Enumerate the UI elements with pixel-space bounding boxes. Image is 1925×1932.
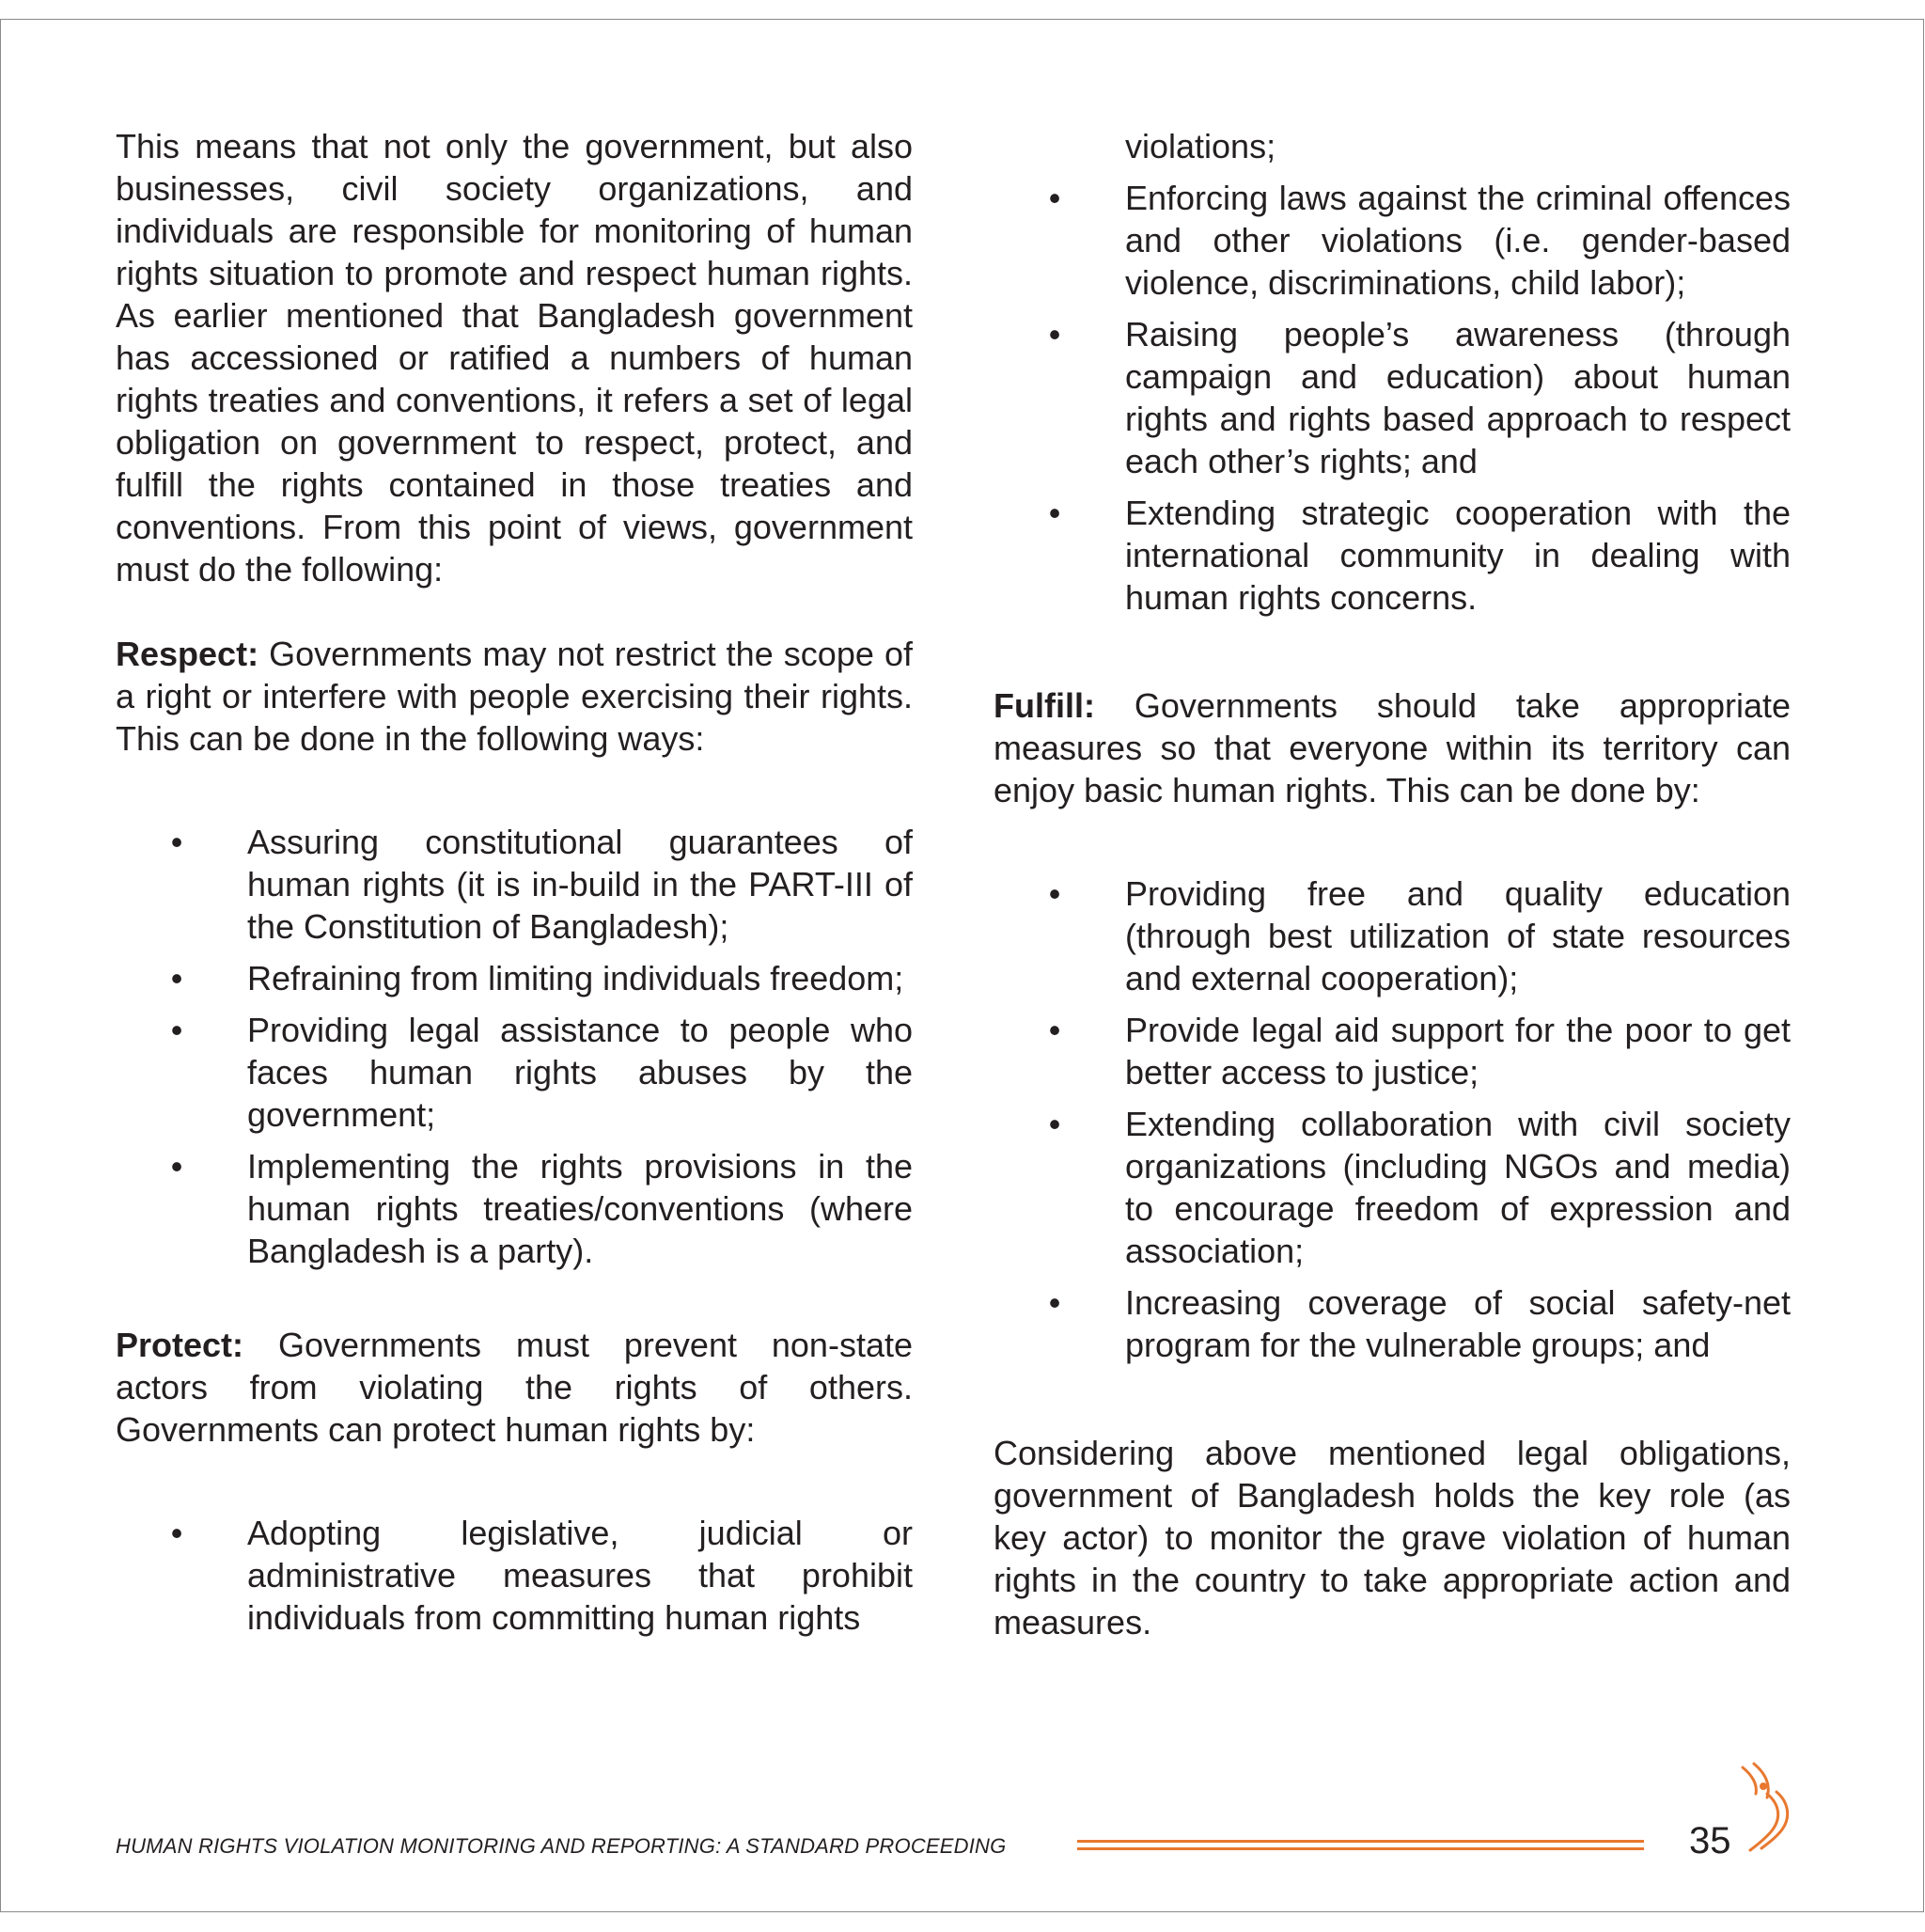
- list-item-continuation: violations;: [1125, 127, 1276, 165]
- publisher-logo-icon: [1729, 1760, 1805, 1854]
- list-item: • Implementing the rights provisions in the human rights treaties/conventions (where Bangladesh is a party).: [116, 1145, 913, 1272]
- bullet-icon: •: [1048, 179, 1061, 217]
- bullet-icon: •: [1048, 1011, 1061, 1049]
- protect-paragraph: [116, 1324, 913, 1451]
- respect-paragraph: [116, 633, 913, 760]
- protect-text: Governments must prevent non-state actors from violating the rights of others. Governments can protect human rights by:: [116, 1326, 913, 1449]
- list-item: • Adopting legislative, judicial or administrative measures that prohibit individuals from committing human rights: [116, 1512, 913, 1639]
- bullet-icon: •: [1048, 874, 1061, 913]
- protect-heading: Protect:: [116, 1326, 244, 1364]
- list-item: • Raising people’s awareness (through campaign and education) about human rights and rights based approach to respect each other’s rights; and: [994, 313, 1791, 482]
- bullet-icon: •: [170, 1011, 183, 1049]
- bullet-icon: •: [1048, 1283, 1061, 1322]
- fulfill-bullet-list: [994, 872, 1791, 1366]
- bullet-icon: •: [170, 823, 183, 861]
- conclusion-paragraph: Considering above mentioned legal obligations, government of Bangladesh holds the key role (as key actor) to monitor the grave violation of human rights in the country to take appropriate action and measures.: [994, 1434, 1791, 1641]
- list-item: • Enforcing laws against the criminal offences and other violations (i.e. gender-based violence, discriminations, child labor);: [994, 177, 1791, 304]
- bullet-icon: •: [170, 1514, 183, 1552]
- list-item: • Refraining from limiting individuals freedom;: [116, 957, 913, 999]
- protect-bullet-list-start: [116, 1512, 913, 1639]
- intro-paragraph: This means that not only the government, but also businesses, civil society organizations, and individuals are responsible for monitoring of human rights situation to promote and respect human rights. As earlier mentioned that Bangladesh government has accessioned or ratified a numbers of human rights treaties and conventions, it refers a set of legal obligation on government to respect, protect, and fulfill the rights contained in those treaties and conventions. From this point of views, government must do the following:: [116, 127, 913, 589]
- fulfill-heading: Fulfill:: [994, 686, 1095, 725]
- fulfill-text: Governments should take appropriate measures so that everyone within its territory can enjoy basic human rights. This can be done by:: [994, 686, 1791, 809]
- bullet-icon: •: [1048, 494, 1061, 532]
- bullet-icon: •: [170, 959, 183, 997]
- bullet-icon: •: [1048, 315, 1061, 353]
- footer-title: HUMAN RIGHTS VIOLATION MONITORING AND REPORTING: A STANDARD PROCEEDING: [116, 1834, 1007, 1858]
- footer-rule-line: [1077, 1847, 1644, 1850]
- respect-heading: Respect:: [116, 635, 259, 673]
- list-item: • Providing legal assistance to people who faces human rights abuses by the government;: [116, 1009, 913, 1136]
- list-item: • Providing free and quality education (through best utilization of state resources and external cooperation);: [994, 872, 1791, 999]
- bullet-icon: •: [1048, 1105, 1061, 1143]
- list-item: • Extending strategic cooperation with the international community in dealing with human rights concerns.: [994, 492, 1791, 619]
- footer-rule-line: [1077, 1840, 1644, 1843]
- bullet-icon: •: [170, 1147, 183, 1186]
- list-item: • Increasing coverage of social safety-net program for the vulnerable groups; and: [994, 1281, 1791, 1366]
- fulfill-paragraph: [994, 684, 1791, 811]
- footer-rule: [1077, 1840, 1644, 1855]
- list-item: • Assuring constitutional guarantees of human rights (it is in-build in the PART-III of the Constitution of Bangladesh);: [116, 821, 913, 948]
- list-item: • Extending collaboration with civil society organizations (including NGOs and media) to encourage freedom of expression and association;: [994, 1103, 1791, 1272]
- list-item: • Provide legal aid support for the poor to get better access to justice;: [994, 1009, 1791, 1093]
- left-column: [116, 125, 913, 1648]
- respect-bullet-list: [116, 821, 913, 1272]
- respect-text: Governments may not restrict the scope of a right or interfere with people exercising their rights. This can be done in the following ways:: [116, 635, 913, 758]
- right-column: [994, 125, 1791, 1643]
- protect-bullet-list: [994, 177, 1791, 619]
- page-number: 35: [1689, 1820, 1731, 1861]
